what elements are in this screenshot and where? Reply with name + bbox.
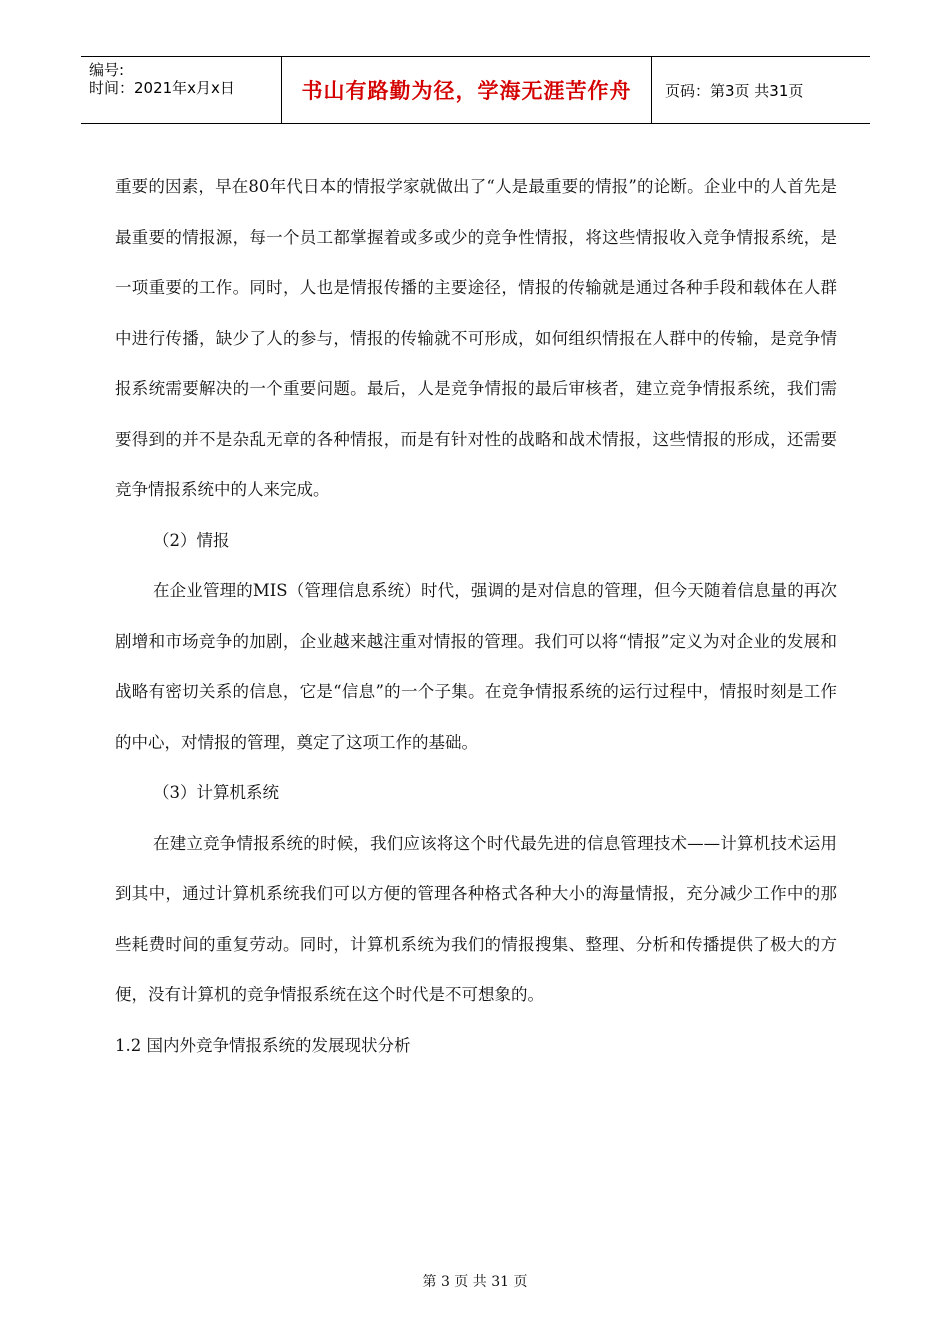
- header-motto: 书山有路勤为径，学海无涯苦作舟: [301, 79, 632, 103]
- body-paragraph: 重要的因素，早在80年代日本的情报学家就做出了“人是最重要的情报”的论断。企业中的人首先是最重要的情报源，每一个员工都掌握着或多或少的竞争性情报，将这些情报收入竞争情报系统，是一项重要的工作。同时，人也是情报传播的主要途径，情报的传输就是通过各种手段和载体在人群中进行传播，缺少了人的参与，情报的传输就不可形成，如何组织情报在人群中的传输，是竞争情报系统需要解决的一个重要问题。最后，人是竞争情报的最后审核者，建立竞争情报系统，我们需要得到的并不是杂乱无章的各种情报，而是有针对性的战略和战术情报，这些情报的形成，还需要竞争情报系统中的人来完成。: [115, 177, 837, 499]
- body-paragraph: 在建立竞争情报系统的时候，我们应该将这个时代最先进的信息管理技术——计算机技术运用到其中，通过计算机系统我们可以方便的管理各种格式各种大小的海量情报，充分减少工作中的那些耗费时间的重复劳动。同时，计算机系统为我们的情报搜集、整理、分析和传播提供了极大的方便，没有计算机的竞争情报系统在这个时代是不可想象的。: [115, 833, 837, 1004]
- page-header: [81, 56, 870, 124]
- document-body: [115, 162, 837, 1071]
- subheading-computer-system: （3）计算机系统: [153, 783, 279, 802]
- body-paragraph: 在企业管理的MIS（管理信息系统）时代，强调的是对信息的管理，但今天随着信息量的再次剧增和市场竞争的加剧，企业越来越注重对情报的管理。我们可以将“情报”定义为对企业的发展和战略有密切关系的信息，它是“信息”的一个子集。在竞争情报系统的运行过程中，情报时刻是工作的中心，对情报的管理，奠定了这项工作的基础。: [115, 581, 837, 752]
- date-label: 时间：2021年x月x日: [89, 79, 235, 97]
- header-meta: [89, 61, 235, 97]
- subheading-information: （2）情报: [153, 530, 230, 550]
- header-divider: [651, 57, 652, 123]
- page-footer: 第 3 页 共 31 页: [422, 1274, 528, 1290]
- header-page-number: 页码：第3页 共31页: [665, 81, 804, 100]
- section-heading: 1.2 国内外竞争情报系统的发展现状分析: [115, 1035, 411, 1055]
- serial-number-label: 编号:: [89, 61, 125, 79]
